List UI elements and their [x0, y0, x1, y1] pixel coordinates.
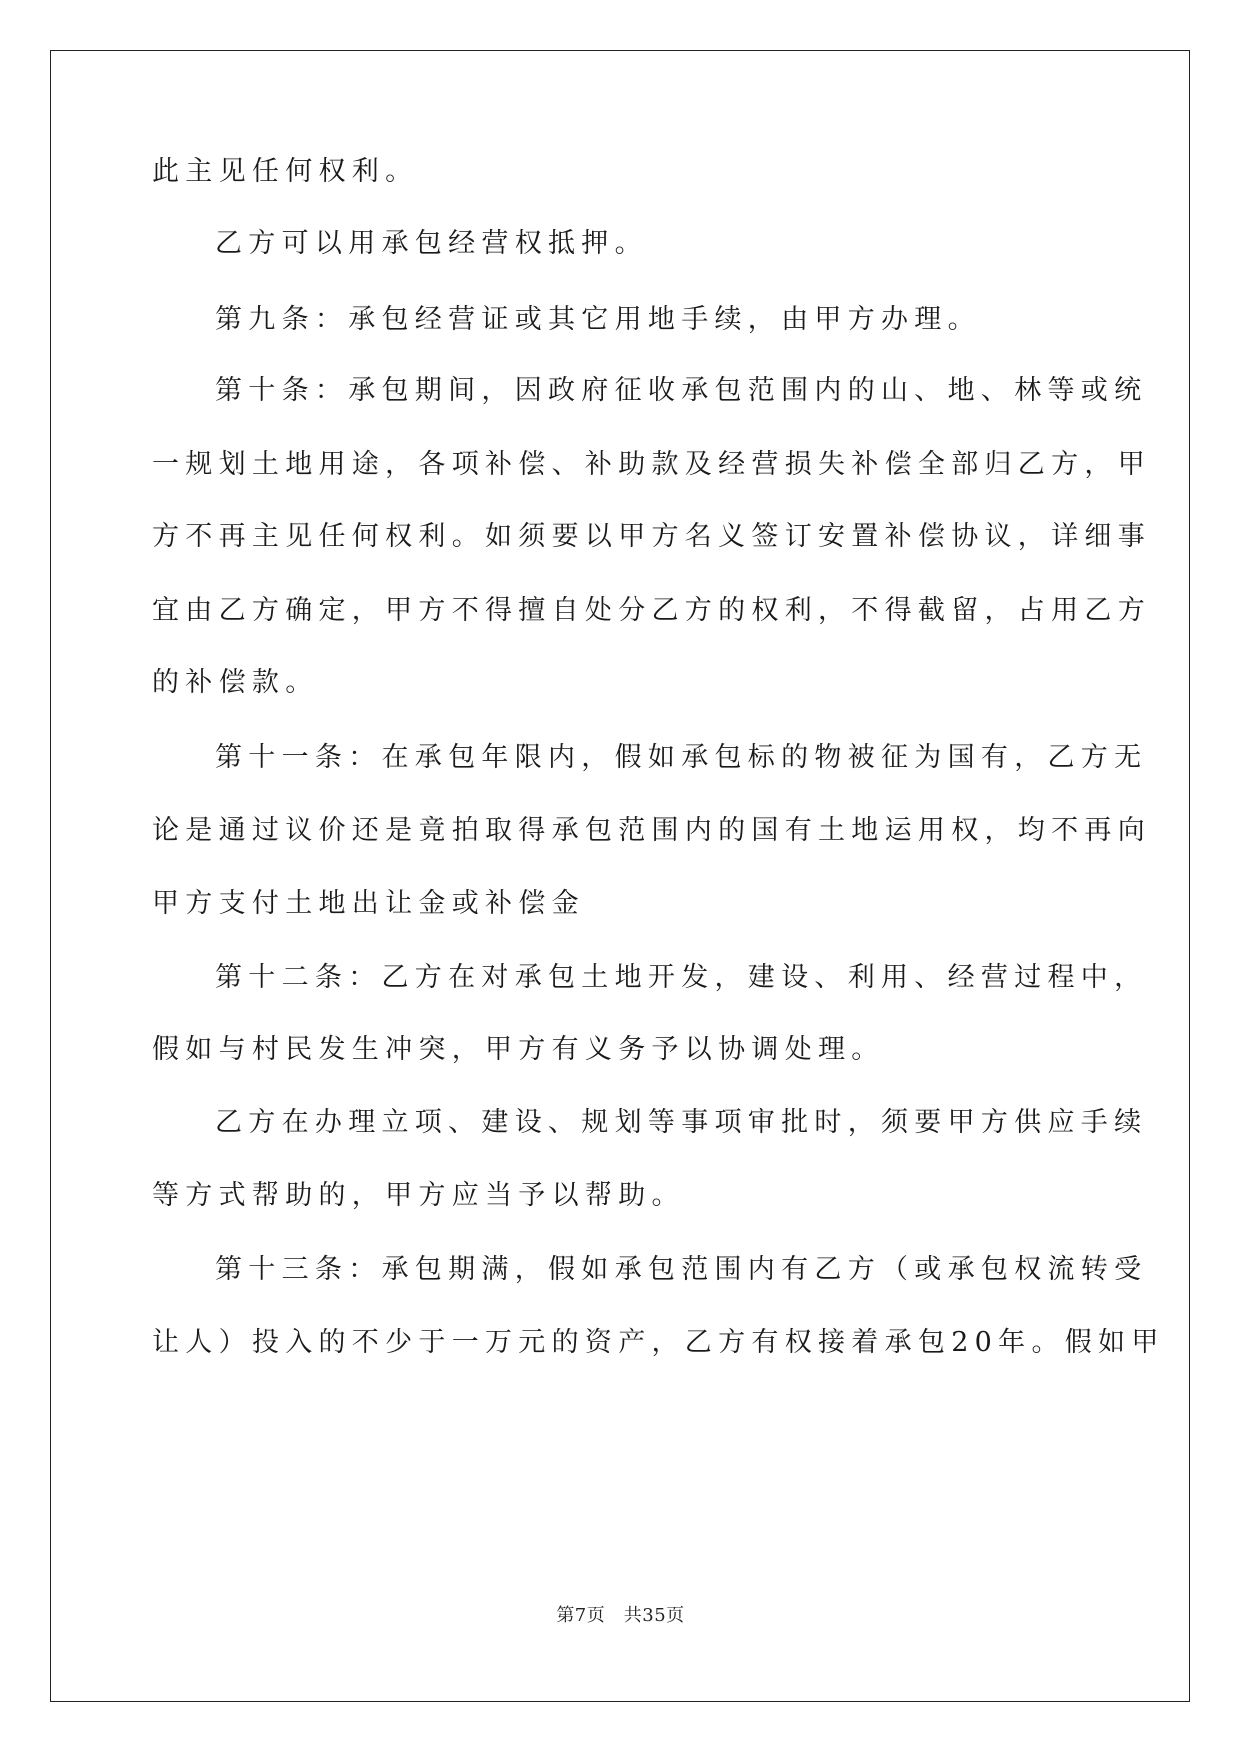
- text-line: 宜由乙方确定，甲方不得擅自处分乙方的权利，不得截留，占用乙方: [152, 595, 1151, 626]
- text-line: 第十条：承包期间，因政府征收承包范围内的山、地、林等或统: [215, 375, 1148, 406]
- text-line: 的补偿款。: [152, 667, 319, 698]
- text-line: 甲方支付土地出让金或补偿金: [152, 888, 585, 919]
- text-line: 乙方可以用承包经营权抵押。: [215, 228, 648, 259]
- page-number: 第7页 共35页: [556, 1605, 685, 1626]
- text-line: 等方式帮助的，甲方应当予以帮助。: [152, 1180, 685, 1211]
- text-line: 第十三条：承包期满，假如承包范围内有乙方（或承包权流转受: [215, 1254, 1148, 1285]
- text-line: 让人）投入的不少于一万元的资产，乙方有权接着承包20年。假如甲: [152, 1327, 1165, 1358]
- text-line: 假如与村民发生冲突，甲方有义务予以协调处理。: [152, 1034, 885, 1065]
- text-line: 论是通过议价还是竟拍取得承包范围内的国有土地运用权，均不再向: [152, 815, 1151, 846]
- text-line: 第九条：承包经营证或其它用地手续，由甲方办理。: [215, 304, 981, 335]
- page-border: [50, 50, 1190, 1702]
- text-line: 此主见任何权利。: [152, 156, 419, 187]
- text-line: 乙方在办理立项、建设、规划等事项审批时，须要甲方供应手续: [215, 1107, 1148, 1138]
- text-line: 方不再主见任何权利。如须要以甲方名义签订安置补偿协议，详细事: [152, 521, 1151, 552]
- text-line: 第十二条：乙方在对承包土地开发，建设、利用、经营过程中，: [215, 962, 1148, 993]
- text-line: 第十一条：在承包年限内，假如承包标的物被征为国有，乙方无: [215, 742, 1148, 773]
- text-line: 一规划土地用途，各项补偿、补助款及经营损失补偿全部归乙方，甲: [152, 449, 1151, 480]
